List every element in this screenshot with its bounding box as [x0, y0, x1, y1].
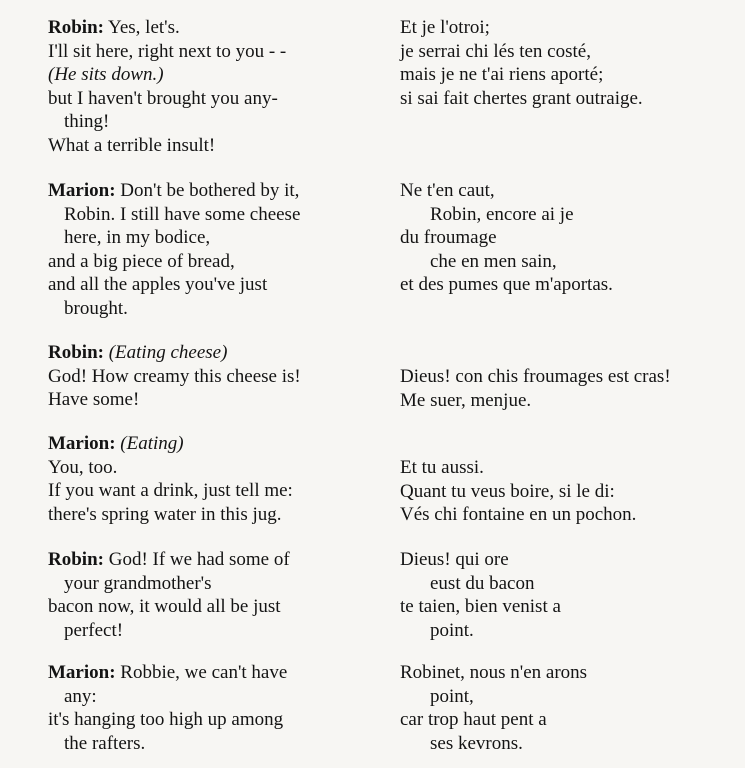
dialogue-text: here, in my bodice, — [64, 227, 211, 248]
dialogue-text: God! If we had some of — [103, 549, 290, 570]
dialogue-text: You, too. — [48, 456, 118, 478]
french-line: Me suer, menjue. — [400, 389, 532, 411]
dialogue-text: but I haven't brought you any- — [48, 87, 278, 109]
french-line: Et tu aussi. — [400, 457, 484, 478]
french-line: point, — [430, 685, 474, 707]
dialogue-text: If you want a drink, just tell me: — [48, 480, 293, 501]
speaker-label: Robin: — [48, 342, 104, 363]
dialogue-text: Don't be bothered by it, — [115, 180, 300, 201]
french-block-4 — [400, 456, 636, 527]
french-line: Et je l'otroi; — [400, 17, 490, 38]
french-line: Dieus! con chis froumages est cras! — [400, 366, 671, 387]
dialogue-text: and all the apples you've just — [48, 274, 268, 295]
french-line: ses kevrons. — [430, 732, 523, 754]
french-line: mais je ne t'ai riens aporté; — [400, 64, 604, 85]
french-line: Vés chi fontaine en un pochon. — [400, 504, 637, 525]
french-block-3 — [400, 365, 671, 412]
french-block-6 — [400, 661, 587, 755]
french-line: et des pumes que m'aportas. — [400, 274, 613, 295]
french-block-2 — [400, 179, 613, 297]
dialogue-block-robin-1 — [48, 16, 286, 157]
dialogue-text: Have some! — [48, 389, 140, 410]
french-line: che en men sain, — [430, 250, 557, 272]
french-line: Ne t'en caut, — [400, 180, 495, 201]
dialogue-text: bacon now, it would all be just — [48, 596, 281, 617]
dialogue-text: the rafters. — [64, 732, 146, 754]
dialogue-text: thing! — [64, 111, 110, 132]
french-line: je serrai chi lés ten costé, — [400, 40, 591, 62]
french-line: Robin, encore ai je — [430, 203, 574, 225]
dialogue-text: any: — [64, 685, 97, 707]
stage-direction: (Eating) — [120, 433, 184, 454]
dialogue-text: Robin. I still have some cheese — [64, 203, 301, 225]
dialogue-block-marion-1 — [48, 179, 300, 320]
dialogue-text: and a big piece of bread, — [48, 250, 235, 272]
dialogue-block-robin-3 — [48, 548, 290, 642]
stage-direction: (He sits down.) — [48, 64, 164, 85]
dialogue-text: it's hanging too high up among — [48, 709, 284, 730]
french-line: point. — [430, 619, 474, 641]
speaker-label: Robin: — [48, 549, 104, 570]
stage-direction: (Eating cheese) — [108, 342, 228, 363]
french-line: si sai fait chertes grant outraige. — [400, 87, 643, 109]
dialogue-block-robin-2 — [48, 341, 301, 412]
dialogue-text: Yes, let's. — [103, 17, 180, 38]
french-line: Robinet, nous n'en arons — [400, 662, 588, 683]
speaker-label: Marion: — [48, 180, 116, 201]
french-line: Quant tu veus boire, si le di: — [400, 480, 615, 502]
dialogue-text: God! How creamy this cheese is! — [48, 365, 301, 387]
dialogue-text: I'll sit here, right next to you - - — [48, 40, 287, 62]
dialogue-text: perfect! — [64, 619, 124, 641]
french-line: car trop haut pent a — [400, 709, 547, 730]
dialogue-text: there's spring water in this jug. — [48, 503, 282, 525]
speaker-label: Robin: — [48, 17, 104, 38]
french-line: Dieus! qui ore — [400, 549, 509, 570]
dialogue-block-marion-3 — [48, 661, 287, 755]
dialogue-text: Robbie, we can't have — [115, 662, 288, 683]
french-line: du froumage — [400, 227, 497, 248]
french-block-5 — [400, 548, 561, 642]
speaker-label: Marion: — [48, 433, 116, 454]
speaker-label: Marion: — [48, 662, 116, 683]
french-line: eust du bacon — [430, 572, 535, 594]
french-line: te taien, bien venist a — [400, 596, 561, 617]
dialogue-text: your grandmother's — [64, 572, 212, 594]
french-block-1 — [400, 16, 643, 110]
dialogue-text: brought. — [64, 297, 128, 319]
dialogue-block-marion-2 — [48, 432, 293, 526]
dialogue-text: What a terrible insult! — [48, 134, 216, 156]
